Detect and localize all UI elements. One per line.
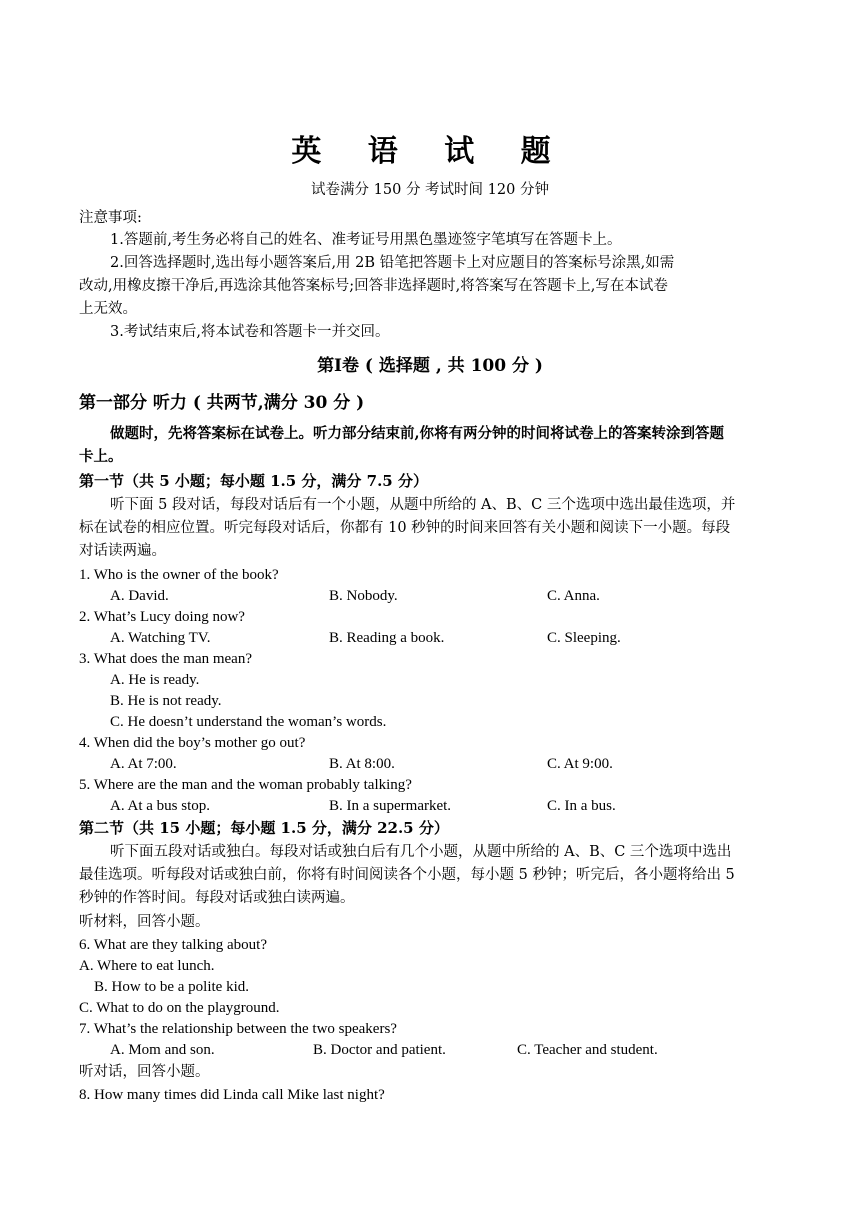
question-4-option-b: B. At 8:00. bbox=[329, 756, 395, 772]
question-5-option-a: A. At a bus stop. bbox=[110, 798, 211, 814]
section1-title: 第一节（共 5 小题；每小题 1.5 分，满分 7.5 分） bbox=[79, 472, 428, 490]
listening-cue-2: 听对话，回答小题。 bbox=[79, 1064, 210, 1080]
question-4-stem: 4. When did the boy’s mother go out? bbox=[79, 735, 306, 751]
page-title: 英 语 试 题 bbox=[291, 134, 569, 169]
question-1-option-b: B. Nobody. bbox=[329, 588, 398, 604]
question-1-option-a: A. David. bbox=[110, 588, 169, 604]
section2-instruction-line-1: 听下面五段对话或独白。每段对话或独白后有几个小题，从题中所给的 A、B、C 三个选项中选出 bbox=[110, 844, 732, 860]
page-subtitle: 试卷满分 150 分 考试时间 120 分钟 bbox=[311, 182, 549, 198]
section1-instruction-line-1: 听下面 5 段对话，每段对话后有一个小题，从题中所给的 A、B、C 三个选项中选出最佳选项，并 bbox=[110, 497, 736, 513]
question-8-stem: 8. How many times did Linda call Mike last night? bbox=[79, 1087, 385, 1103]
question-4-option-c: C. At 9:00. bbox=[547, 756, 613, 772]
question-2-option-c: C. Sleeping. bbox=[547, 630, 621, 646]
question-1-stem: 1. Who is the owner of the book? bbox=[79, 567, 279, 583]
question-4-option-a: A. At 7:00. bbox=[110, 756, 177, 772]
section2-instruction-line-2: 最佳选项。听每段对话或独白前，你将有时间阅读各个小题，每小题 5 秒钟；听完后，各小题将给出 5 bbox=[79, 867, 735, 883]
listening-cue-1: 听材料，回答小题。 bbox=[79, 914, 210, 930]
note-item-2-line-3: 上无效。 bbox=[79, 301, 137, 317]
part1-instruction-line-1: 做题时，先将答案标在试卷上。听力部分结束前,你将有两分钟的时间将试卷上的答案转涂到答题 bbox=[110, 425, 725, 442]
question-5-stem: 5. Where are the man and the woman probably talking? bbox=[79, 777, 412, 793]
note-item-2-line-2: 改动,用橡皮擦干净后,再选涂其他答案标号;回答非选择题时,将答案写在答题卡上,写在本试卷 bbox=[79, 278, 668, 294]
part1-title: 第一部分 听力 ( 共两节,满分 30 分 ) bbox=[79, 393, 365, 413]
note-item-2-line-1: 2.回答选择题时,选出每小题答案后,用 2B 铅笔把答题卡上对应题目的答案标号涂黑,如需 bbox=[110, 255, 675, 271]
question-6-option-a: A. Where to eat lunch. bbox=[79, 958, 215, 974]
question-3-stem: 3. What does the man mean? bbox=[79, 651, 252, 667]
question-2-stem: 2. What’s Lucy doing now? bbox=[79, 609, 245, 625]
note-item-1: 1.答题前,考生务必将自己的姓名、准考证号用黑色墨迹签字笔填写在答题卡上。 bbox=[110, 232, 622, 248]
question-1-option-c: C. Anna. bbox=[547, 588, 600, 604]
question-2-option-a: A. Watching TV. bbox=[110, 630, 211, 646]
question-3-option-c: C. He doesn’t understand the woman’s words. bbox=[110, 714, 387, 730]
question-7-option-c: C. Teacher and student. bbox=[517, 1042, 658, 1058]
question-3-option-a: A. He is ready. bbox=[110, 672, 200, 688]
question-6-stem: 6. What are they talking about? bbox=[79, 937, 267, 953]
question-5-option-b: B. In a supermarket. bbox=[329, 798, 452, 814]
question-2-option-b: B. Reading a book. bbox=[329, 630, 445, 646]
question-6-option-b: B. How to be a polite kid. bbox=[94, 979, 249, 995]
question-7-option-b: B. Doctor and patient. bbox=[313, 1042, 446, 1058]
section1-instruction-line-3: 对话读两遍。 bbox=[79, 543, 166, 559]
question-3-option-b: B. He is not ready. bbox=[110, 693, 222, 709]
section1-instruction-line-2: 标在试卷的相应位置。听完每段对话后，你都有 10 秒钟的时间来回答有关小题和阅读下一小题。每段 bbox=[79, 520, 731, 536]
note-item-3: 3.考试结束后,将本试卷和答题卡一并交回。 bbox=[110, 324, 390, 340]
part1-instruction-line-2: 卡上。 bbox=[79, 448, 123, 465]
question-6-option-c: C. What to do on the playground. bbox=[79, 1000, 280, 1016]
question-7-stem: 7. What’s the relationship between the two speakers? bbox=[79, 1021, 397, 1037]
section2-instruction-line-3: 秒钟的作答时间。每段对话或独白读两遍。 bbox=[79, 890, 355, 906]
question-7-option-a: A. Mom and son. bbox=[110, 1042, 215, 1058]
question-5-option-c: C. In a bus. bbox=[547, 798, 616, 814]
section2-title: 第二节（共 15 小题；每小题 1.5 分，满分 22.5 分） bbox=[79, 819, 449, 837]
volume-title: 第Ⅰ卷 ( 选择题 , 共 100 分 ) bbox=[317, 356, 543, 376]
notes-label: 注意事项: bbox=[79, 210, 142, 226]
